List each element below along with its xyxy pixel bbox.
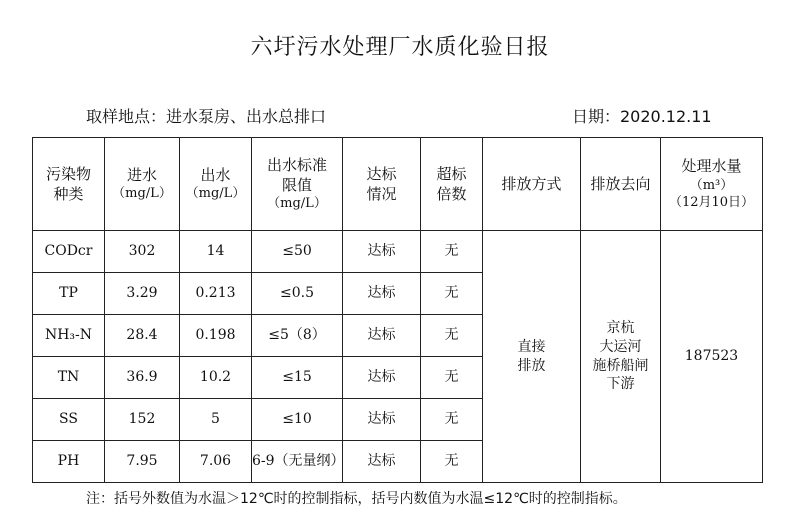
- destination-line2: 大运河: [599, 338, 642, 355]
- header-compliance: [343, 138, 421, 231]
- limit-value: ≤10: [252, 399, 343, 441]
- compliance-status: 达标: [343, 399, 421, 441]
- header-volume-line1: 处理水量: [681, 157, 742, 176]
- compliance-status: 达标: [343, 357, 421, 399]
- water-quality-table: [32, 137, 763, 483]
- header-volume-unit: （m³）: [689, 177, 734, 193]
- discharge-method-line2: 排放: [517, 357, 546, 374]
- header-exceed-line2: 倍数: [436, 185, 467, 203]
- header-row: [33, 138, 763, 231]
- pollutant-name: PH: [33, 441, 105, 483]
- destination-line3: 施桥船闸: [592, 357, 649, 374]
- outflow-value: 7.06: [180, 441, 252, 483]
- header-inflow-unit: （mg/L）: [112, 186, 172, 202]
- discharge-method-line1: 直接: [517, 338, 546, 355]
- header-outflow: [180, 138, 252, 231]
- table-row: [33, 231, 763, 273]
- compliance-status: 达标: [343, 315, 421, 357]
- exceed-value: 无: [421, 441, 483, 483]
- header-pollutant-line1: 污染物: [45, 164, 91, 183]
- header-limit-unit: （mg/L）: [267, 196, 327, 212]
- report-title: 六圩污水处理厂水质化验日报: [250, 35, 550, 60]
- header-compliance-line2: 情况: [366, 185, 397, 203]
- header-inflow: [105, 138, 180, 231]
- exceed-value: 无: [421, 273, 483, 315]
- report-date: 日期：2020.12.11: [572, 107, 712, 126]
- pollutant-name: SS: [33, 399, 105, 441]
- header-outflow-line1: 出水: [200, 166, 231, 185]
- outflow-value: 5: [180, 399, 252, 441]
- limit-value: ≤50: [252, 231, 343, 273]
- inflow-value: 152: [105, 399, 180, 441]
- header-exceed: [421, 138, 483, 231]
- header-outflow-unit: （mg/L）: [185, 186, 246, 202]
- exceed-value: 无: [421, 357, 483, 399]
- header-inflow-line1: 进水: [126, 166, 157, 185]
- compliance-status: 达标: [343, 273, 421, 315]
- header-limit-line2: 限值: [281, 176, 312, 195]
- exceed-value: 无: [421, 231, 483, 273]
- outflow-value: 0.213: [180, 273, 252, 315]
- header-pollutant-line2: 种类: [53, 185, 84, 203]
- destination-line4: 下游: [606, 376, 635, 393]
- compliance-status: 达标: [343, 441, 421, 483]
- limit-value: ≤0.5: [252, 273, 343, 315]
- compliance-status: 达标: [343, 231, 421, 273]
- header-volume: [661, 138, 763, 231]
- limit-value: ≤15: [252, 357, 343, 399]
- inflow-value: 7.95: [105, 441, 180, 483]
- pollutant-name: CODcr: [33, 231, 105, 273]
- inflow-value: 28.4: [105, 315, 180, 357]
- pollutant-name: TP: [33, 273, 105, 315]
- pollutant-name: TN: [33, 357, 105, 399]
- header-limit-line1: 出水标准: [266, 155, 327, 174]
- footnote: 注：括号外数值为水温＞12℃时的控制指标，括号内数值为水温≤12℃时的控制指标。: [86, 491, 627, 507]
- destination-line1: 京杭: [606, 319, 635, 336]
- discharge-destination-cell: [581, 231, 661, 483]
- header-exceed-line1: 超标: [436, 164, 467, 183]
- treated-volume-value: 187523: [661, 231, 763, 483]
- inflow-value: 302: [105, 231, 180, 273]
- inflow-value: 3.29: [105, 273, 180, 315]
- outflow-value: 14: [180, 231, 252, 273]
- outflow-value: 0.198: [180, 315, 252, 357]
- limit-value: ≤5（8）: [252, 315, 343, 357]
- header-volume-date: （12月10日）: [668, 195, 755, 211]
- outflow-value: 10.2: [180, 357, 252, 399]
- sampling-location: 取样地点：进水泵房、出水总排口: [86, 107, 327, 126]
- exceed-value: 无: [421, 399, 483, 441]
- header-limit: [252, 138, 343, 231]
- exceed-value: 无: [421, 315, 483, 357]
- pollutant-name: NH₃-N: [33, 315, 105, 357]
- header-discharge-method: 排放方式: [483, 138, 581, 231]
- header-compliance-line1: 达标: [366, 164, 397, 183]
- header-discharge-destination: 排放去向: [581, 138, 661, 231]
- header-pollutant: [33, 138, 105, 231]
- discharge-method-cell: [483, 231, 581, 483]
- inflow-value: 36.9: [105, 357, 180, 399]
- limit-value: 6-9（无量纲）: [252, 441, 343, 483]
